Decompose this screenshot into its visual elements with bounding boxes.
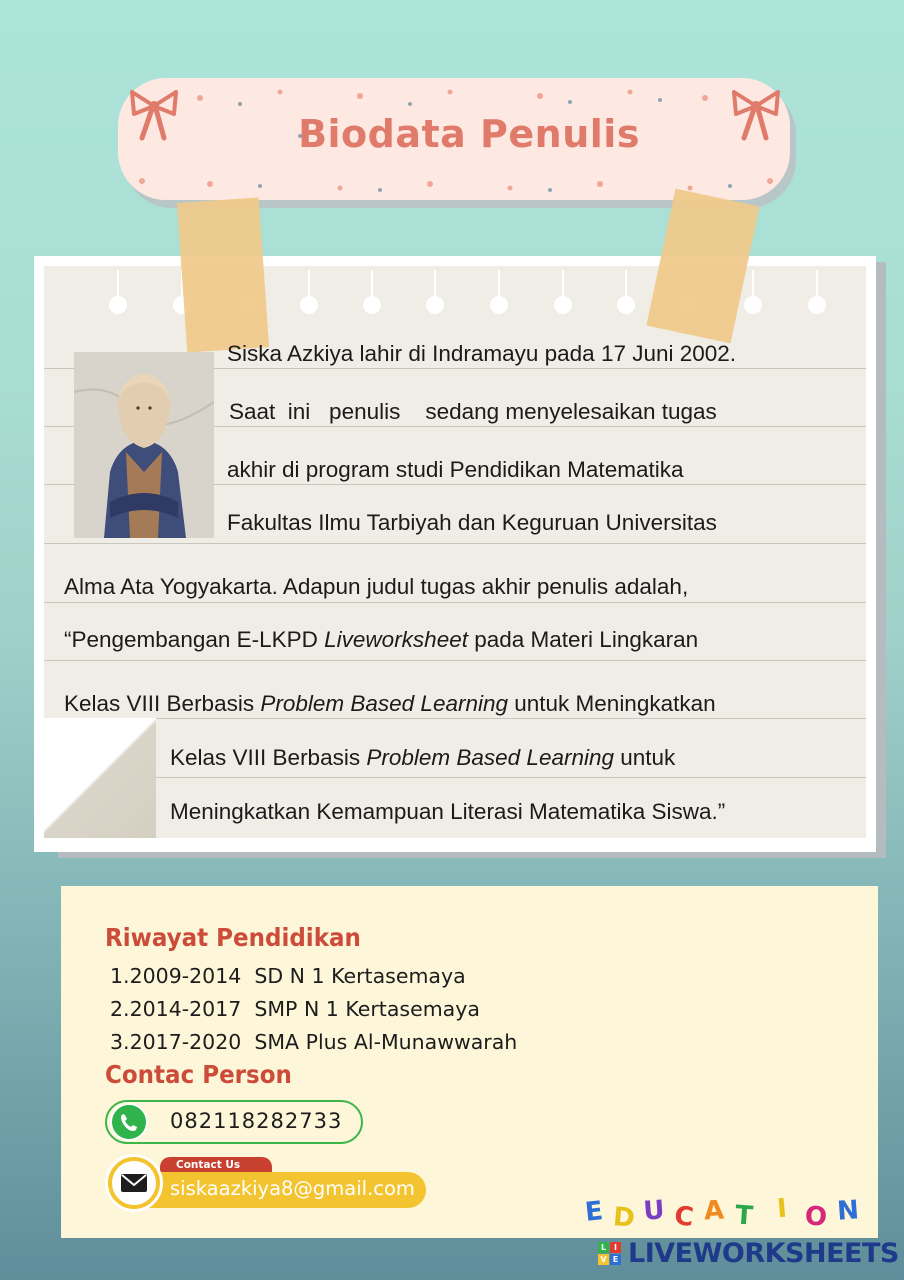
binder-line: [434, 270, 436, 298]
liveworksheets-logo-icon: L I V E: [598, 1242, 622, 1266]
education-letter-tile: I: [775, 1193, 789, 1225]
education-letter-tile: A: [703, 1195, 725, 1227]
bio-line-3: akhir di program studi Pendidikan Matematika: [227, 457, 684, 482]
education-letter-tile: C: [672, 1201, 696, 1233]
binder-hole: [300, 296, 318, 314]
education-letter-tile: E: [583, 1196, 605, 1228]
education-item: 1.2009-2014 SD N 1 Kertasemaya: [110, 964, 466, 988]
education-letter-tile: D: [611, 1202, 637, 1234]
email-address[interactable]: siskaazkiya8@gmail.com: [170, 1177, 415, 1200]
bio-line-6: “Pengembangan E-LKPD Liveworksheet pada Materi Lingkaran: [64, 627, 699, 652]
binder-line: [562, 270, 564, 298]
education-heading: Riwayat Pendidikan: [105, 923, 361, 952]
binder-line: [117, 270, 119, 298]
binder-hole: [426, 296, 444, 314]
paper-rule: [44, 718, 866, 719]
liveworksheets-brand: LIVEWORKSHEETS: [628, 1238, 899, 1269]
phone-number[interactable]: 082118282733: [170, 1109, 343, 1133]
binder-hole: [808, 296, 826, 314]
paper-rule: [44, 660, 866, 661]
binder-hole: [554, 296, 572, 314]
binder-hole: [744, 296, 762, 314]
binder-line: [308, 270, 310, 298]
whatsapp-icon: [110, 1103, 148, 1141]
binder-hole: [363, 296, 381, 314]
contact-heading: Contac Person: [105, 1060, 292, 1089]
education-item: 2.2014-2017 SMP N 1 Kertasemaya: [110, 997, 480, 1021]
education-letter-tile: T: [734, 1200, 754, 1232]
bio-line-9: Meningkatkan Kemampuan Literasi Matematika Siswa.”: [170, 799, 726, 824]
contact-us-label: Contact Us: [176, 1159, 241, 1171]
bio-line-2: Saat ini penulis sedang menyelesaikan tugas: [229, 399, 717, 424]
paper-rule: [44, 602, 866, 603]
binder-line: [371, 270, 373, 298]
page-title: Biodata Penulis: [298, 112, 640, 156]
binder-line: [752, 270, 754, 298]
binder-line: [498, 270, 500, 298]
paper-rule: [44, 543, 866, 544]
education-item: 3.2017-2020 SMA Plus Al-Munawwarah: [110, 1030, 518, 1054]
binder-hole: [617, 296, 635, 314]
education-letter-tile: U: [642, 1195, 666, 1227]
bio-line-8: Kelas VIII Berbasis Problem Based Learning untuk: [170, 745, 676, 770]
tape-left: [177, 197, 269, 352]
bio-line-4: Fakultas Ilmu Tarbiyah dan Keguruan Universitas: [227, 510, 717, 535]
binder-hole: [490, 296, 508, 314]
paper-rule: [44, 777, 866, 778]
bio-line-7: Kelas VIII Berbasis Problem Based Learning untuk Meningkatkan: [64, 691, 716, 716]
education-letter-tile: N: [836, 1195, 860, 1227]
binder-line: [625, 270, 627, 298]
author-photo: [74, 352, 214, 538]
education-letter-tile: O: [804, 1201, 828, 1233]
bio-line-1: Siska Azkiya lahir di Indramayu pada 17 Juni 2002.: [227, 341, 737, 366]
folded-corner: [44, 718, 156, 838]
bio-line-5: Alma Ata Yogyakarta. Adapun judul tugas akhir penulis adalah,: [64, 574, 689, 599]
binder-line: [816, 270, 818, 298]
mail-icon: [112, 1161, 156, 1205]
binder-hole: [109, 296, 127, 314]
